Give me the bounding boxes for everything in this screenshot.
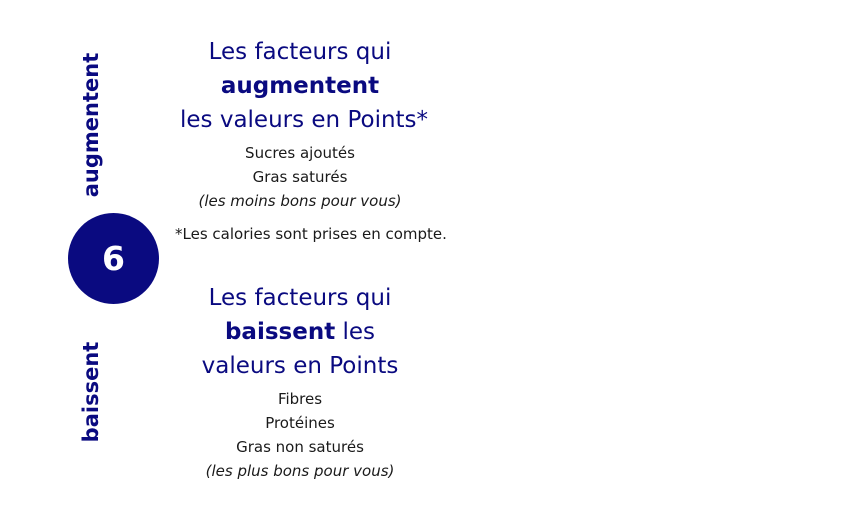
decrease-title-keyword: baissent (224, 319, 336, 345)
points-badge-value: 6 (102, 239, 125, 278)
increase-item-added-sugars: Sucres ajoutés (245, 144, 355, 162)
decrease-factors-block (180, 281, 420, 483)
decrease-note: (les plus bons pour vous) (205, 462, 395, 480)
increase-note: (les moins bons pour vous) (198, 192, 402, 210)
increase-item-saturated-fat: Gras saturés (252, 168, 348, 186)
decrease-title-line2 (180, 315, 420, 349)
side-label-augmentent: augmentent (79, 52, 103, 198)
points-badge (68, 213, 159, 304)
increase-title-line1: Les facteurs qui (208, 39, 392, 65)
decrease-title-line1: Les facteurs qui (208, 285, 392, 311)
calories-footnote: *Les calories sont prises en compte. (175, 225, 447, 243)
increase-title-line3: les valeurs en Points* (180, 107, 429, 133)
decrease-title-line3: valeurs en Points (201, 353, 399, 379)
decrease-title-line2-rest: les (335, 319, 376, 345)
decrease-item-fiber: Fibres (277, 390, 323, 408)
decrease-item-protein: Protéines (265, 414, 335, 432)
increase-factors-block (180, 35, 429, 213)
side-label-baissent: baissent (79, 341, 103, 443)
decrease-item-unsaturated-fat: Gras non saturés (236, 438, 364, 456)
increase-title-keyword: augmentent (220, 73, 380, 99)
